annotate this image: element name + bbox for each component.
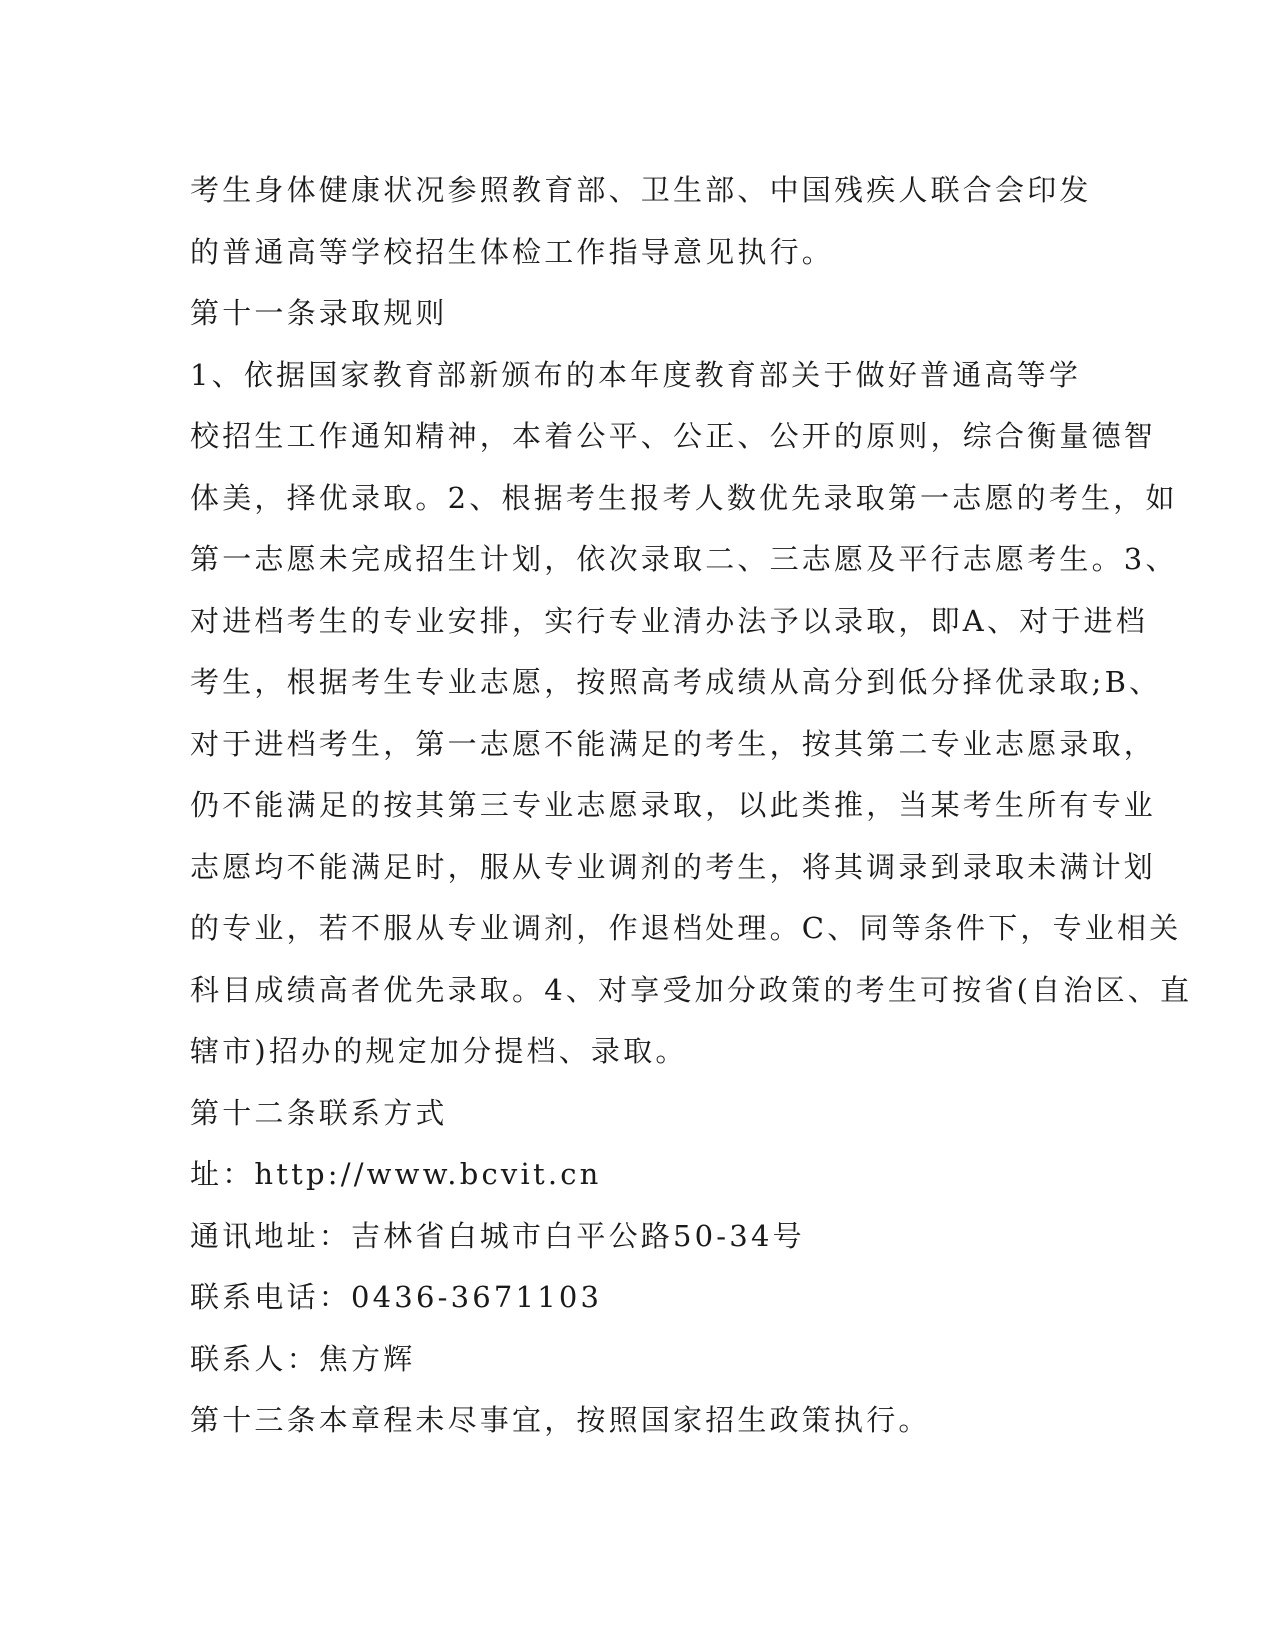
rules-paragraph-line-2: 校招生工作通知精神，本着公平、公正、公开的原则，综合衡量德智 — [190, 419, 1157, 453]
rules-paragraph-line-11: 科目成绩高者优先录取。4、对享受加分政策的考生可按省(自治区、直 — [190, 972, 1193, 1007]
rules-paragraph-line-3: 体美，择优录取。2、根据考生报考人数优先录取第一志愿的考生，如 — [190, 480, 1178, 515]
rules-paragraph-line-7: 对于进档考生，第一志愿不能满足的考生，按其第二专业志愿录取， — [190, 726, 1157, 761]
contact-address: 通讯地址：吉林省白城市白平公路50-34号 — [190, 1218, 805, 1253]
rules-paragraph-line-10: 的专业，若不服从专业调剂，作退档处理。C、同等条件下，专业相关 — [190, 911, 1182, 945]
article-13-text: 第十三条本章程未尽事宜，按照国家招生政策执行。 — [190, 1403, 931, 1437]
rules-paragraph-line-4: 第一志愿未完成招生计划，依次录取二、三志愿及平行志愿考生。3、 — [190, 542, 1178, 576]
contact-website: 址：http://www.bcvit.cn — [190, 1157, 602, 1191]
rules-paragraph-line-12: 辖市)招办的规定加分提档、录取。 — [190, 1034, 688, 1068]
rules-paragraph-line-8: 仍不能满足的按其第三专业志愿录取，以此类推，当某考生所有专业 — [190, 788, 1157, 822]
contact-person: 联系人：焦方辉 — [190, 1341, 416, 1376]
document-body — [190, 160, 1193, 1452]
health-paragraph-line-2: 的普通高等学校招生体检工作指导意见执行。 — [190, 234, 835, 269]
article-11-heading: 第十一条录取规则 — [190, 296, 448, 330]
contact-phone: 联系电话：0436-3671103 — [190, 1280, 603, 1314]
rules-paragraph-line-9: 志愿均不能满足时，服从专业调剂的考生，将其调录到录取未满计划 — [190, 849, 1157, 884]
health-paragraph-line-1: 考生身体健康状况参照教育部、卫生部、中国残疾人联合会印发 — [190, 173, 1092, 207]
article-12-heading: 第十二条联系方式 — [190, 1095, 448, 1130]
rules-paragraph-line-1: 1、依据国家教育部新颁布的本年度教育部关于做好普通高等学 — [190, 357, 1082, 392]
rules-paragraph-line-6: 考生，根据考生专业志愿，按照高考成绩从高分到低分择优录取;B、 — [190, 665, 1162, 699]
rules-paragraph-line-5: 对进档考生的专业安排，实行专业清办法予以录取，即A、对于进档 — [190, 603, 1148, 638]
